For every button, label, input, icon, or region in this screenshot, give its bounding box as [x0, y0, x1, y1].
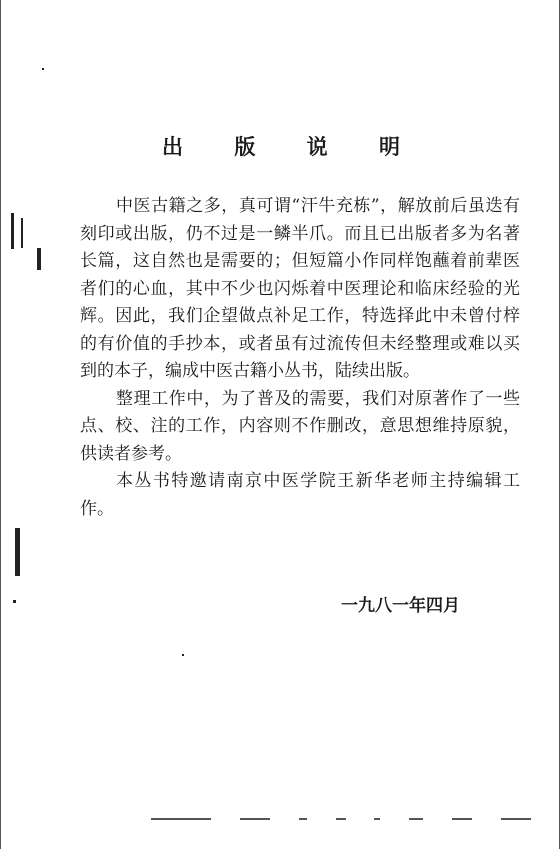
paragraph-editing: 整理工作中，为了普及的需要，我们对原著作了一些点、校、注的工作，内容则不作删改，意思想维持原貌，供读者参考。 [80, 388, 520, 464]
binding-mark-dot-2 [42, 68, 44, 70]
binding-mark-top-2 [21, 218, 23, 248]
binding-mark-dot [13, 600, 16, 603]
footer-scan-line [151, 818, 531, 821]
binding-mark-top [11, 213, 14, 249]
document-body [80, 193, 520, 523]
binding-mark-top-3 [37, 248, 41, 270]
binding-mark-bottom [15, 528, 20, 576]
page-title: 出 版 说 明 [162, 134, 422, 159]
publication-date: 一九八一年四月 [341, 596, 460, 616]
paragraph-intro: 中医古籍之多，真可谓“汗牛充栋”，解放前后虽迭有刻印或出版，仍不过是一鳞半爪。而且已出版者多为名著长篇，这自然也是需要的；但短篇小作同样饱蘸着前辈医者们的心血，其中不少也闪烁着中医理论和临床经验的光辉。因此，我们企望做点补足工作，特选择此中未曾付梓的有价值的手抄本，或者虽有过流传但未经整理或难以买到的本子，编成中医古籍小丛书，陆续出版。 [80, 196, 520, 381]
paragraph-editor: 本丛书特邀请南京中医学院王新华老师主持编辑工作。 [80, 471, 520, 519]
speck [182, 654, 184, 656]
